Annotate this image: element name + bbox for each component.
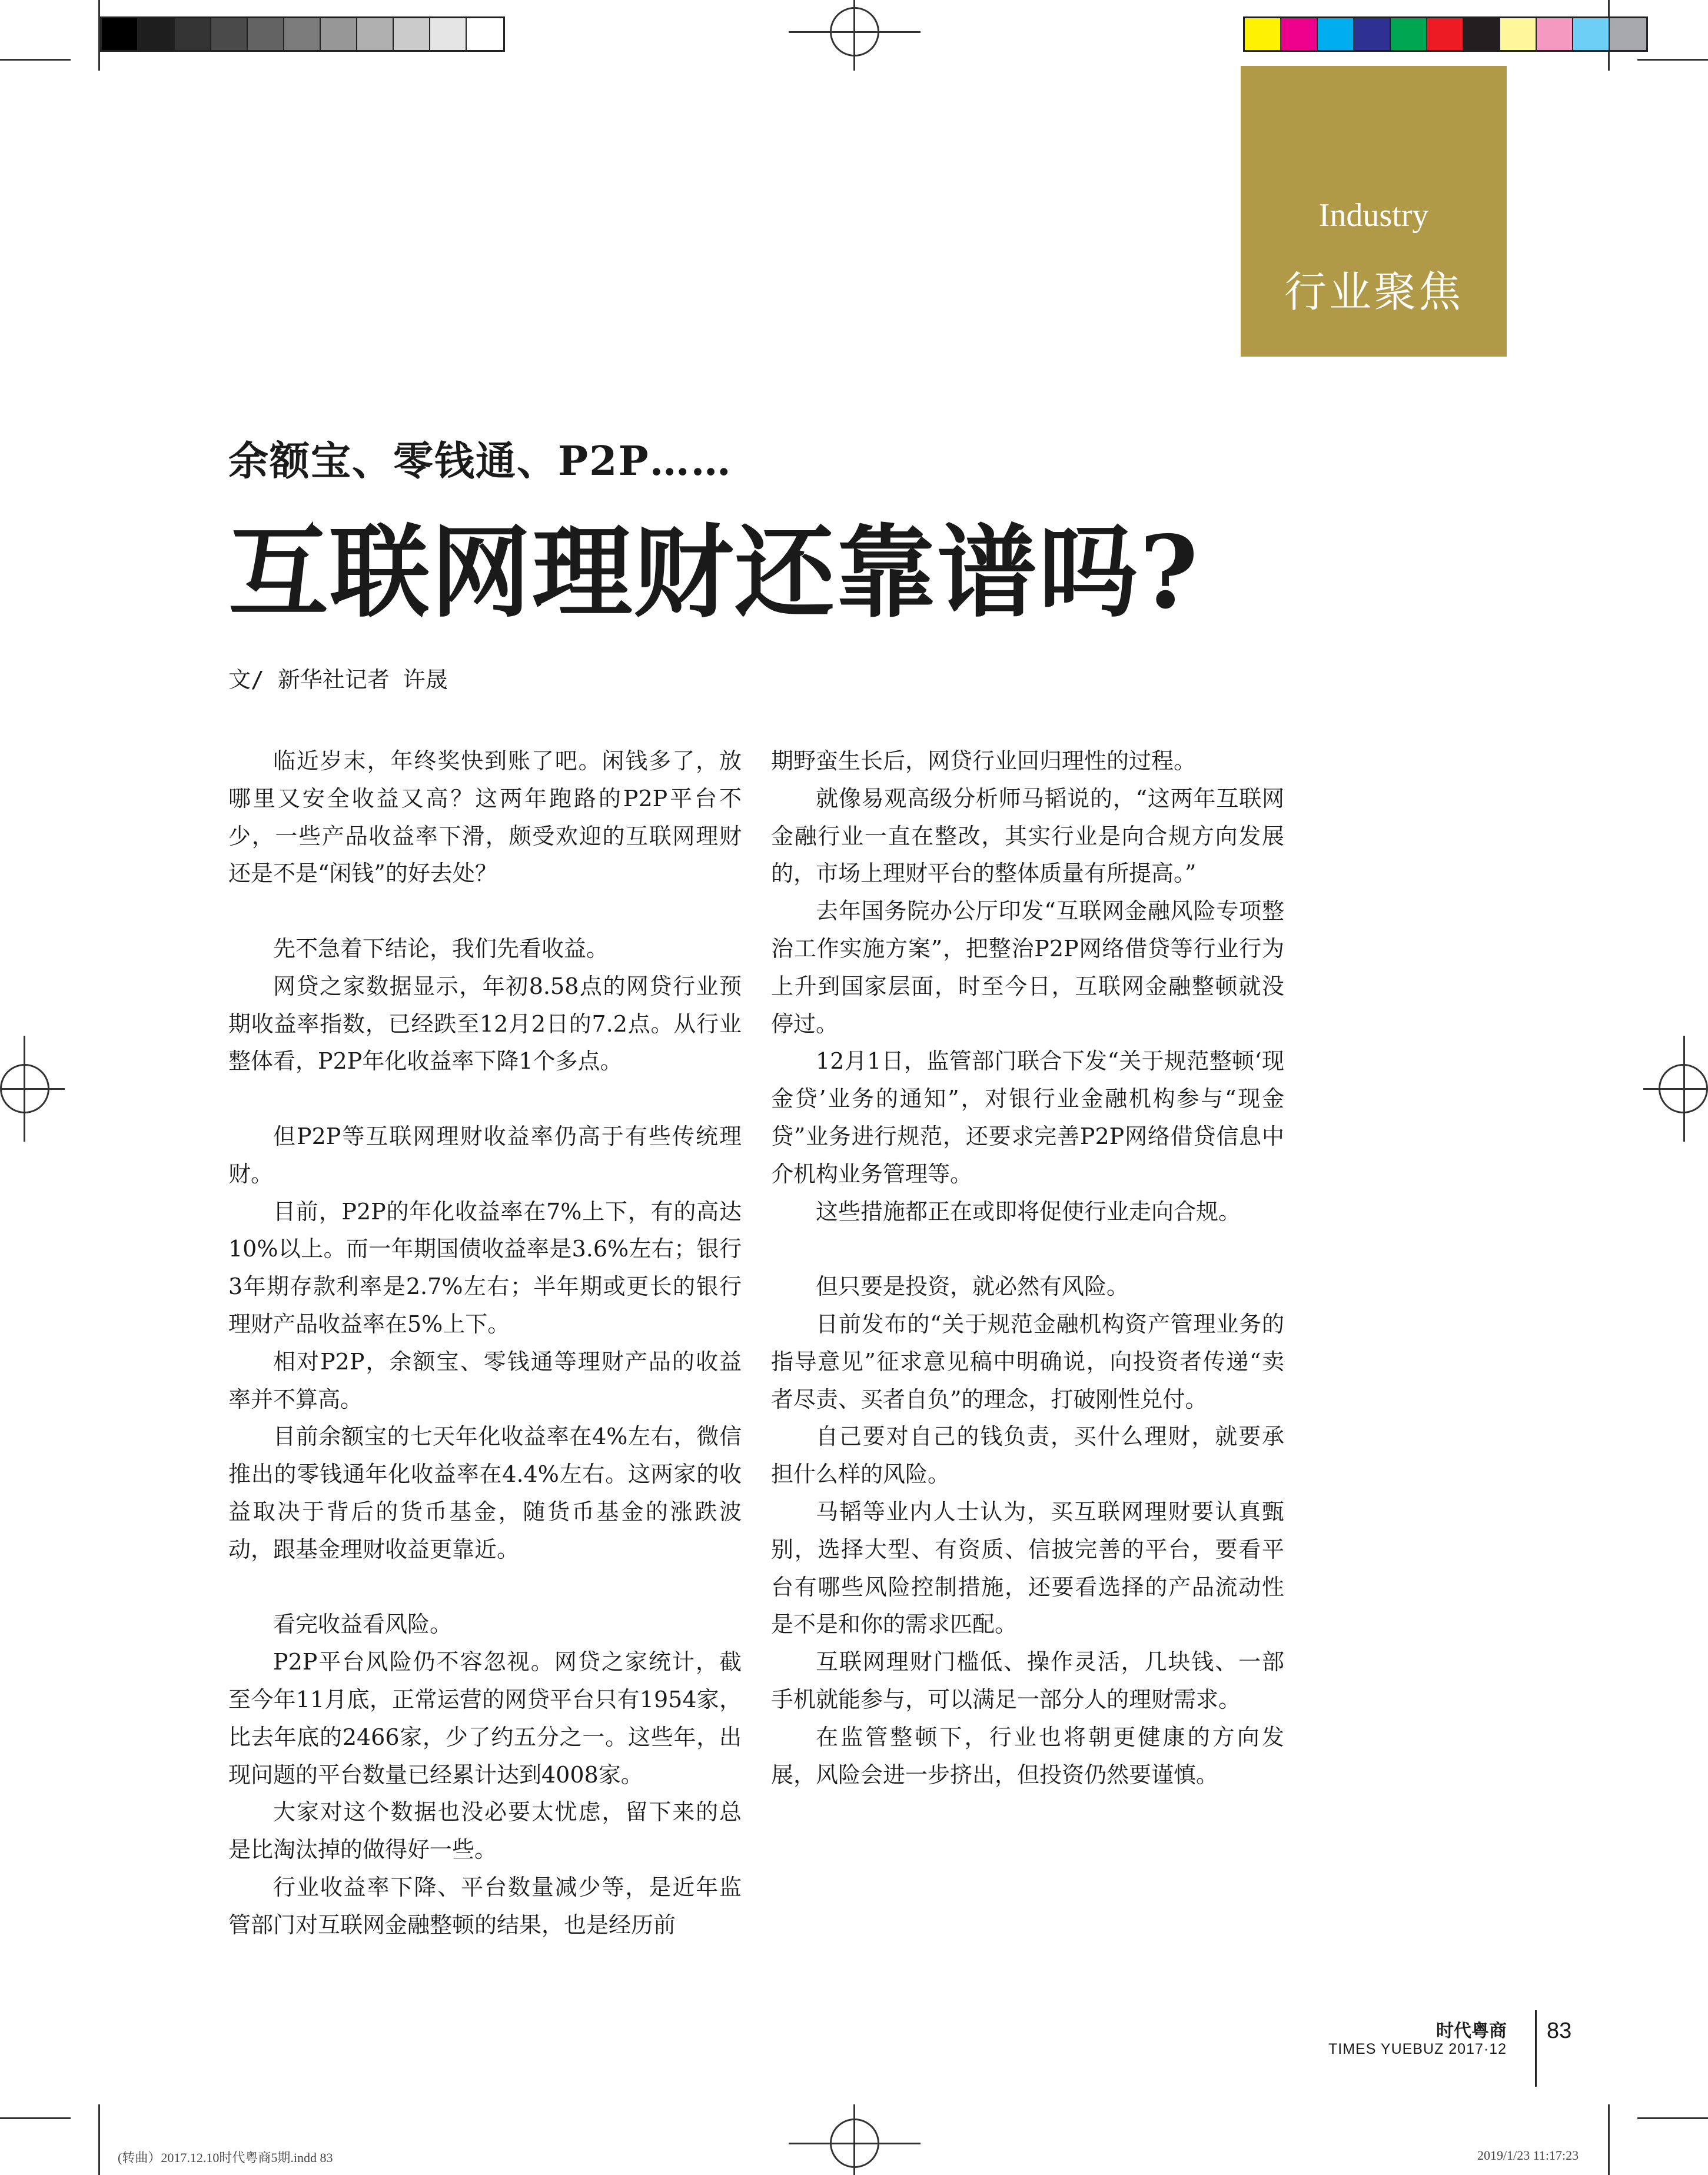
crop-mark <box>1637 59 1708 61</box>
article-byline: 文/ 新华社记者 许晟 <box>228 667 448 693</box>
body-paragraph: 目前，P2P的年化收益率在7%上下，有的高达10%以上。而一年期国债收益率是3.6%左右；银行3年期存款利率是2.7%左右；半年期或更长的银行理财产品收益率在5%上下。 <box>228 1198 742 1337</box>
color-swatch <box>1500 18 1537 50</box>
article-title: 互联网理财还靠谱吗? <box>228 514 1199 631</box>
registration-line <box>1643 1088 1708 1090</box>
color-swatch <box>175 18 211 50</box>
color-swatch <box>102 18 138 50</box>
section-label-en: Industry <box>1318 197 1429 234</box>
body-column-left <box>228 743 742 1944</box>
body-paragraph: 就像易观高级分析师马韬说的，“这两年互联网金融行业一直在整改，其实行业是向合规方向发展的，市场上理财平台的整体质量有所提高。” <box>771 785 1284 887</box>
body-paragraph: 目前余额宝的七天年化收益率在4%左右，微信推出的零钱通年化收益率在4.4%左右。这两家的收益取决于背后的货币基金，随货币基金的涨跌波动，跟基金理财收益更靠近。 <box>228 1424 742 1562</box>
color-swatch <box>357 18 394 50</box>
color-swatch <box>248 18 284 50</box>
color-swatch <box>1427 18 1464 50</box>
body-paragraph: 互联网理财门槛低、操作灵活，几块钱、一部手机就能参与，可以满足一部分人的理财需求。 <box>771 1649 1284 1712</box>
body-paragraph: 自己要对自己的钱负责，买什么理财，就要承担什么样的风险。 <box>771 1424 1284 1488</box>
section-label-cn: 行业聚焦 <box>1284 267 1463 317</box>
body-paragraph: 相对P2P，余额宝、零钱通等理财产品的收益率并不算高。 <box>228 1348 742 1412</box>
crop-mark <box>0 59 71 61</box>
color-swatch <box>1610 18 1646 50</box>
color-swatch <box>1281 18 1318 50</box>
crop-mark <box>1637 2117 1708 2119</box>
magazine-name-cn: 时代粤商 <box>1436 2021 1507 2041</box>
body-paragraph: 但P2P等互联网理财收益率仍高于有些传统理财。 <box>228 1123 742 1187</box>
body-paragraph: 行业收益率下降、平台数量减少等，是近年监管部门对互联网金融整顿的结果，也是经历前 <box>228 1874 742 1938</box>
body-paragraph: 大家对这个数据也没必要太忧虑，留下来的总是比淘汰掉的做得好一些。 <box>228 1799 742 1863</box>
page-number: 83 <box>1547 2018 1572 2043</box>
gray-swatch-bar <box>100 16 505 52</box>
registration-line <box>853 2104 855 2175</box>
color-swatch <box>284 18 321 50</box>
page-number-divider <box>1535 2010 1537 2087</box>
body-paragraph: 先不急着下结论，我们先看收益。 <box>273 935 609 962</box>
color-swatch <box>1391 18 1427 50</box>
body-paragraph: P2P平台风险仍不容忽视。网贷之家统计，截至今年11月底，正常运营的网贷平台只有1954家，比去年底的2466家，少了约五分之一。这些年，出现问题的平台数量已经累计达到4008家。 <box>228 1649 742 1788</box>
registration-line <box>24 1036 25 1142</box>
registration-line <box>853 0 855 71</box>
registration-line <box>0 1088 65 1090</box>
body-paragraph: 去年国务院办公厅印发“互联网金融风险专项整治工作实施方案”，把整治P2P网络借贷等行业行为上升到国家层面，时至今日，互联网金融整顿就没停过。 <box>771 898 1284 1037</box>
color-swatch <box>1537 18 1573 50</box>
color-swatch <box>211 18 248 50</box>
color-swatch <box>467 18 503 50</box>
color-swatch <box>1354 18 1391 50</box>
color-swatch <box>430 18 467 50</box>
print-timestamp: 2019/1/23 11:17:23 <box>1477 2148 1579 2163</box>
body-paragraph: 日前发布的“关于规范金融机构资产管理业务的指导意见”征求意见稿中明确说，向投资者传递“卖者尽责、买者自负”的理念，打破刚性兑付。 <box>771 1311 1284 1412</box>
crop-mark <box>0 2117 71 2119</box>
body-paragraph: 但只要是投资，就必然有风险。 <box>816 1273 1129 1300</box>
body-paragraph: 这些措施都正在或即将促使行业走向合规。 <box>816 1198 1241 1225</box>
magazine-issue: TIMES YUEBUZ 2017·12 <box>1328 2041 1507 2057</box>
body-paragraph: 看完收益看风险。 <box>273 1611 453 1638</box>
color-swatch <box>1245 18 1281 50</box>
color-swatch <box>1318 18 1354 50</box>
color-swatch <box>394 18 430 50</box>
crop-mark <box>98 2104 100 2175</box>
color-swatch-bar <box>1243 16 1648 52</box>
body-column-right <box>771 743 1284 1794</box>
registration-line <box>1683 1036 1685 1142</box>
body-paragraph: 12月1日，监管部门联合下发“关于规范整顿‘现金贷’业务的通知”，对银行业金融机构参与“现金贷”业务进行规范，还要求完善P2P网络借贷信息中介机构业务管理等。 <box>771 1048 1284 1187</box>
color-swatch <box>138 18 175 50</box>
file-slug: (转曲）2017.12.10时代粤商5期.indd 83 <box>118 2150 333 2165</box>
crop-mark <box>1608 2104 1610 2175</box>
color-swatch <box>321 18 357 50</box>
body-paragraph: 马韬等业内人士认为，买互联网理财要认真甄别，选择大型、有资质、信披完善的平台，要看平台有哪些风险控制措施，还要看选择的产品流动性是不是和你的需求匹配。 <box>771 1498 1284 1638</box>
section-tab <box>1241 66 1507 357</box>
article-subtitle: 余额宝、零钱通、P2P…… <box>228 438 732 485</box>
body-paragraph: 在监管整顿下，行业也将朝更健康的方向发展，风险会进一步挤出，但投资仍然要谨慎。 <box>771 1724 1284 1788</box>
color-swatch <box>1573 18 1610 50</box>
body-paragraph: 临近岁末，年终奖快到账了吧。闲钱多了，放哪里又安全收益又高？这两年跑路的P2P平台不少，一些产品收益率下滑，颇受欢迎的互联网理财还是不是“闲钱”的好去处？ <box>228 748 742 887</box>
body-paragraph: 期野蛮生长后，网贷行业回归理性的过程。 <box>771 748 1197 774</box>
body-paragraph: 网贷之家数据显示，年初8.58点的网贷行业预期收益率指数，已经跌至12月2日的7.2点。从行业整体看，P2P年化收益率下降1个多点。 <box>228 973 742 1075</box>
color-swatch <box>1464 18 1500 50</box>
